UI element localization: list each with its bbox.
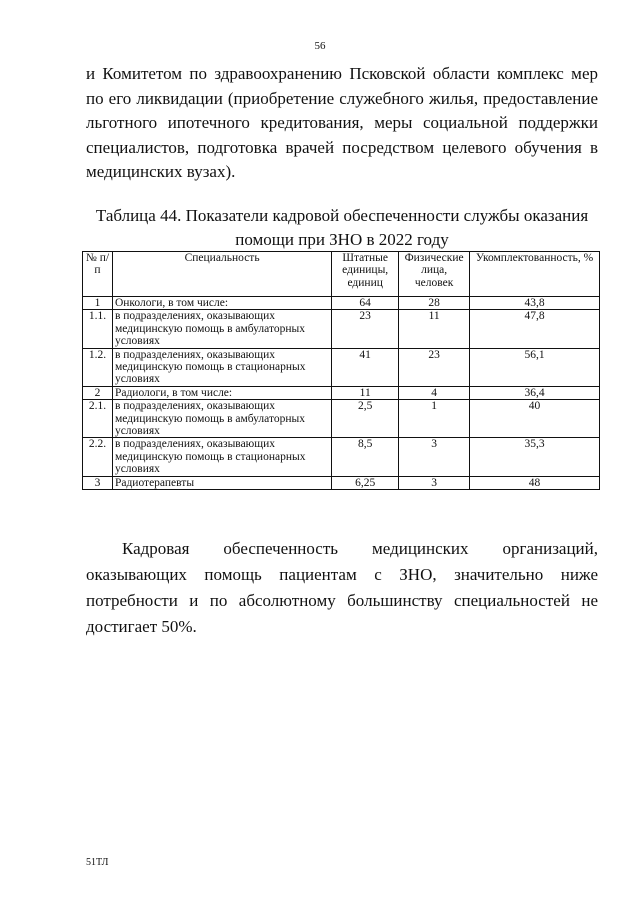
table-row bbox=[83, 400, 600, 438]
cell-individuals: 28 bbox=[399, 297, 470, 310]
cell-num: 2 bbox=[83, 386, 113, 399]
cell-staff-units: 23 bbox=[332, 310, 399, 348]
cell-num: 1.2. bbox=[83, 348, 113, 386]
table-row bbox=[83, 348, 600, 386]
cell-num: 1.1. bbox=[83, 310, 113, 348]
cell-specialty: Радиотерапевты bbox=[112, 476, 331, 489]
table-title: Таблица 44. Показатели кадровой обеспеченности службы оказания помощи при ЗНО в 2022 году bbox=[95, 206, 589, 249]
cell-individuals: 3 bbox=[399, 476, 470, 489]
table-row bbox=[83, 386, 600, 399]
cell-specialty: в подразделениях, оказывающих медицинскую помощь в амбулаторных условиях bbox=[112, 310, 331, 348]
table-row bbox=[83, 297, 600, 310]
cell-num: 1 bbox=[83, 297, 113, 310]
cell-staffing-pct: 36,4 bbox=[470, 386, 600, 399]
cell-staff-units: 2,5 bbox=[332, 400, 399, 438]
header-staff-units: Штатные единицы, единиц bbox=[332, 252, 399, 297]
cell-specialty: в подразделениях, оказывающих медицинскую помощь в стационарных условиях bbox=[112, 348, 331, 386]
header-individuals: Физические лица, человек bbox=[399, 252, 470, 297]
conclusion-paragraph bbox=[86, 536, 598, 640]
cell-staff-units: 11 bbox=[332, 386, 399, 399]
cell-specialty: в подразделениях, оказывающих медицинскую помощь в амбулаторных условиях bbox=[112, 400, 331, 438]
staffing-table bbox=[82, 251, 600, 490]
cell-staff-units: 64 bbox=[332, 297, 399, 310]
cell-specialty: Онкологи, в том числе: bbox=[112, 297, 331, 310]
cell-individuals: 3 bbox=[399, 438, 470, 476]
cell-staffing-pct: 48 bbox=[470, 476, 600, 489]
cell-specialty: Радиологи, в том числе: bbox=[112, 386, 331, 399]
cell-num: 2.1. bbox=[83, 400, 113, 438]
table-row bbox=[83, 476, 600, 489]
header-specialty: Специальность bbox=[112, 252, 331, 297]
cell-individuals: 1 bbox=[399, 400, 470, 438]
table-row bbox=[83, 310, 600, 348]
conclusion-text: Кадровая обеспеченность медицинских организаций, оказывающих помощь пациентам с ЗНО, значительно ниже потребности и по абсолютному большинству специальностей не достигает 50%. bbox=[86, 539, 598, 636]
cell-staffing-pct: 35,3 bbox=[470, 438, 600, 476]
cell-staff-units: 8,5 bbox=[332, 438, 399, 476]
table-row bbox=[83, 438, 600, 476]
cell-individuals: 23 bbox=[399, 348, 470, 386]
page-number: 56 bbox=[314, 40, 326, 52]
cell-staffing-pct: 40 bbox=[470, 400, 600, 438]
cell-staffing-pct: 47,8 bbox=[470, 310, 600, 348]
header-staffing-pct: Укомплектованность, % bbox=[470, 252, 600, 297]
table-header-row bbox=[83, 252, 600, 297]
cell-staffing-pct: 56,1 bbox=[470, 348, 600, 386]
cell-specialty: в подразделениях, оказывающих медицинскую помощь в стационарных условиях bbox=[112, 438, 331, 476]
footer-code: 51ТЛ bbox=[86, 857, 109, 868]
cell-staff-units: 6,25 bbox=[332, 476, 399, 489]
header-num: № п/п bbox=[83, 252, 113, 297]
cell-staff-units: 41 bbox=[332, 348, 399, 386]
cell-num: 2.2. bbox=[83, 438, 113, 476]
cell-num: 3 bbox=[83, 476, 113, 489]
cell-individuals: 11 bbox=[399, 310, 470, 348]
intro-paragraph: и Комитетом по здравоохранению Псковской области комплекс мер по его ликвидации (приобретение служебного жилья, предоставление льготного ипотечного кредитования, меры социальной поддержки специалистов, подготовка врачей посредством целевого обучения в медицинских вузах). bbox=[86, 64, 598, 182]
cell-staffing-pct: 43,8 bbox=[470, 297, 600, 310]
cell-individuals: 4 bbox=[399, 386, 470, 399]
